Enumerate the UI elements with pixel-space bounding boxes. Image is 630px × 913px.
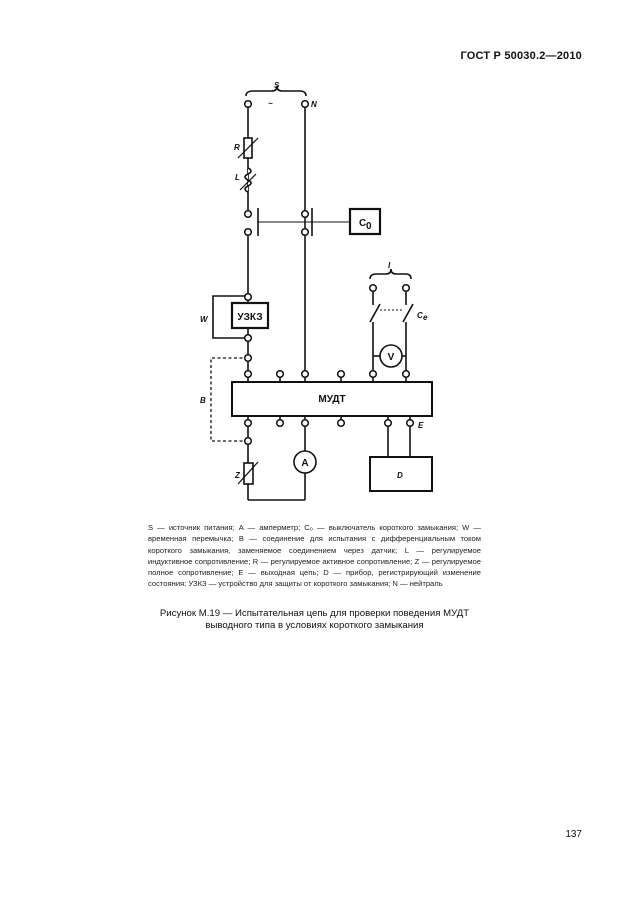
recorder-label: D: [397, 471, 403, 480]
switch-ce-subscript: e: [423, 313, 428, 322]
source-label: S: [274, 81, 280, 90]
voltmeter-label: V: [387, 352, 395, 363]
neutral-label: N: [311, 100, 317, 109]
impedance-z: [244, 463, 253, 484]
legend-text: S — источник питания; A — амперметр; C₀ — выключатель короткого замыкания; W — временная перемычка; B — соединение для испытания с дифференциальным током короткого замыкания, заменяемое соединением через датчик; L — регулируемое индуктивное сопротивление; R — регулируемое активное сопротивление; Z — регулируемое полное сопротивление; E — выходная цепь; D — прибор, регистрирующий изменение состояния; УЗКЗ — устройство для защиты от короткого замыкания; N — нейтраль: [148, 523, 481, 589]
page-number: 137: [565, 829, 582, 840]
impedance-label: Z: [235, 471, 240, 480]
ammeter-label: A: [301, 458, 309, 469]
switch-ce-blade-2: [403, 304, 413, 322]
capacitor-switch-label: C: [359, 218, 367, 229]
standard-header: ГОСТ Р 50030.2—2010: [460, 50, 582, 62]
bypass-label: B: [200, 396, 206, 405]
switch-ce-blade-1: [370, 304, 380, 322]
switch-ce-label: C: [417, 311, 423, 320]
inductor-label: L: [235, 173, 240, 182]
resistor-label: R: [234, 143, 240, 152]
figure-caption: Рисунок М.19 — Испытательная цепь для проверки поведения МУДТ выводного типа в условиях короткого замыкания: [159, 608, 470, 631]
jumper-label: W: [200, 315, 208, 324]
output-label: E: [418, 421, 424, 430]
rcd-label: УЗКЗ: [237, 312, 263, 323]
current-brace: [370, 269, 411, 279]
current-label: I: [388, 261, 391, 270]
source-symbol: ~: [268, 99, 273, 108]
capacitor-switch-subscript: 0: [366, 221, 372, 232]
device-label: МУДТ: [318, 394, 346, 405]
